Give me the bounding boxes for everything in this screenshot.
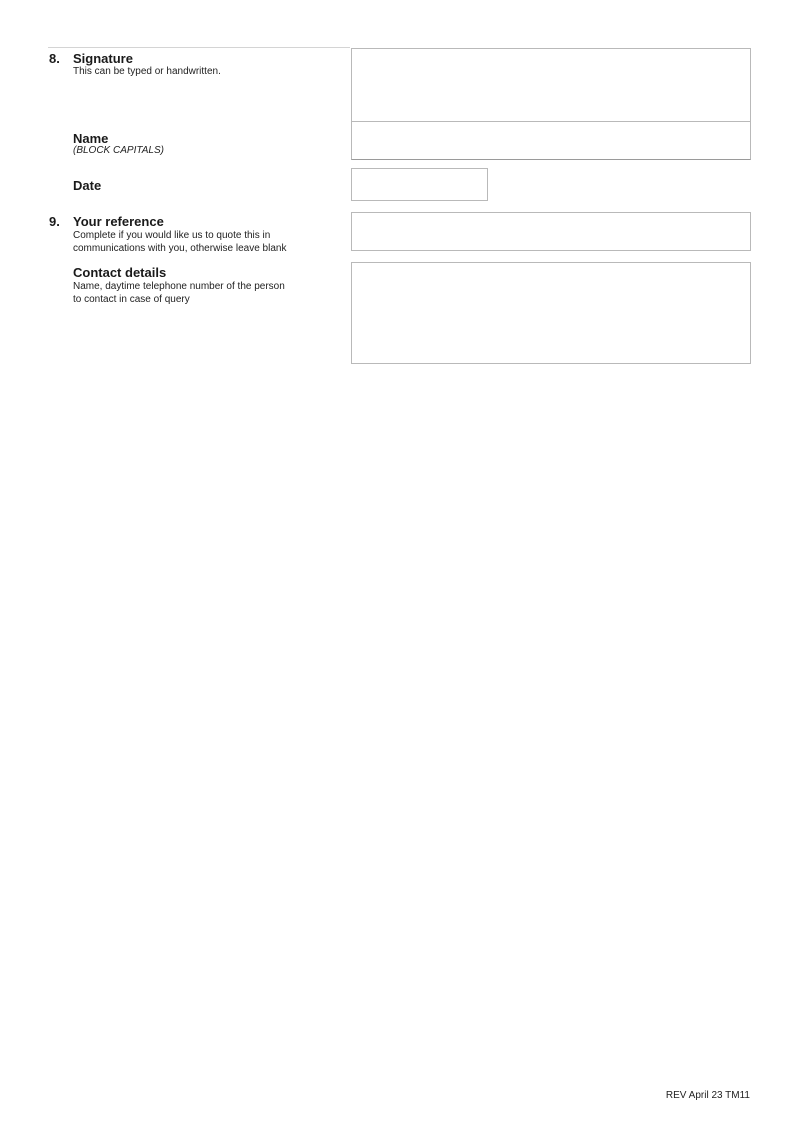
your-reference-field[interactable] [351, 212, 751, 251]
signature-help-text: This can be typed or handwritten. [73, 66, 221, 77]
your-reference-heading: Your reference [73, 214, 164, 229]
section-8-number: 8. [49, 51, 60, 66]
date-field[interactable] [351, 168, 488, 201]
name-help-text: (BLOCK CAPITALS) [73, 145, 164, 156]
contact-help-line-2: to contact in case of query [73, 294, 190, 305]
reference-help-line-1: Complete if you would like us to quote this in [73, 230, 271, 241]
date-heading: Date [73, 178, 102, 193]
section-divider [48, 47, 350, 48]
contact-details-field[interactable] [351, 262, 751, 364]
section-9-number: 9. [49, 214, 60, 229]
contact-details-heading: Contact details [73, 265, 167, 280]
name-heading: Name [73, 131, 109, 146]
contact-help-line-1: Name, daytime telephone number of the person [73, 281, 285, 292]
signature-field[interactable] [351, 48, 751, 122]
signature-heading: Signature [73, 51, 133, 66]
revision-footer: REV April 23 TM11 [665, 1090, 750, 1101]
name-field[interactable] [351, 121, 751, 160]
reference-help-line-2: communications with you, otherwise leave blank [73, 243, 287, 254]
